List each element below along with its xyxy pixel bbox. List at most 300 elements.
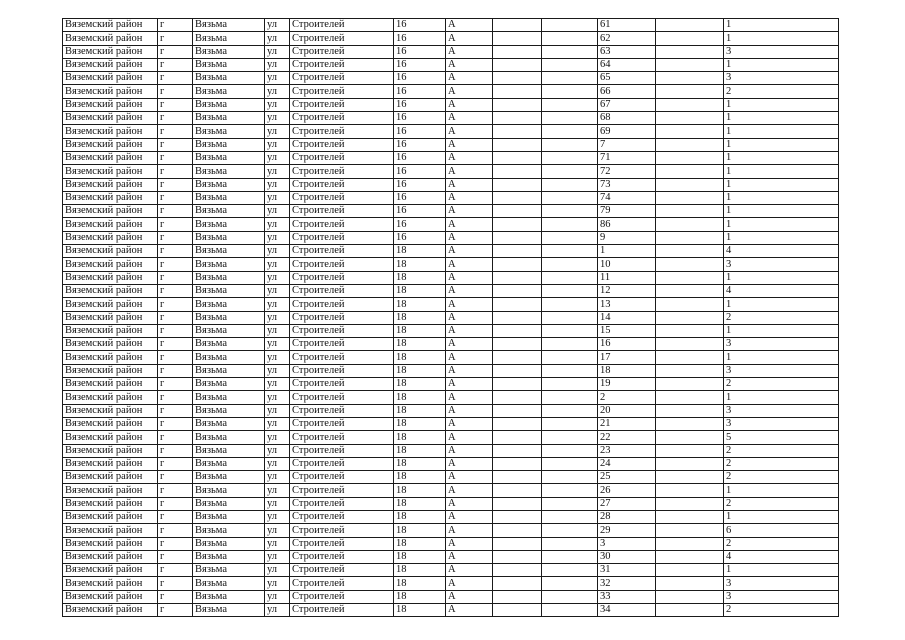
table-row: [63, 284, 839, 297]
cell-street-type: ул: [265, 218, 290, 231]
cell-house: 18: [394, 497, 446, 510]
cell-apartment: 22: [598, 431, 656, 444]
cell-district: Вяземский район: [63, 378, 158, 391]
cell-count: 1: [724, 125, 839, 138]
cell-house: 16: [394, 178, 446, 191]
cell-house: 18: [394, 457, 446, 470]
cell-col-11: [656, 417, 724, 430]
cell-city: Вязьма: [193, 351, 265, 364]
cell-house: 18: [394, 417, 446, 430]
cell-settlement-type: г: [158, 351, 193, 364]
cell-count: 3: [724, 72, 839, 85]
cell-street-type: ул: [265, 258, 290, 271]
cell-apartment: 28: [598, 510, 656, 523]
cell-apartment: 31: [598, 564, 656, 577]
cell-district: Вяземский район: [63, 231, 158, 244]
table-row: [63, 231, 839, 244]
cell-col-11: [656, 271, 724, 284]
cell-house: 18: [394, 311, 446, 324]
cell-count: 1: [724, 218, 839, 231]
table-row: [63, 577, 839, 590]
cell-col-9: [542, 125, 598, 138]
cell-col-9: [542, 351, 598, 364]
cell-building: А: [446, 298, 493, 311]
cell-city: Вязьма: [193, 471, 265, 484]
cell-col-9: [542, 391, 598, 404]
cell-district: Вяземский район: [63, 497, 158, 510]
cell-district: Вяземский район: [63, 404, 158, 417]
cell-col-8: [493, 404, 542, 417]
cell-district: Вяземский район: [63, 85, 158, 98]
cell-city: Вязьма: [193, 391, 265, 404]
cell-street-type: ул: [265, 205, 290, 218]
cell-count: 3: [724, 338, 839, 351]
cell-count: 6: [724, 524, 839, 537]
cell-district: Вяземский район: [63, 311, 158, 324]
cell-col-9: [542, 338, 598, 351]
cell-col-11: [656, 404, 724, 417]
cell-col-11: [656, 72, 724, 85]
cell-city: Вязьма: [193, 417, 265, 430]
cell-col-9: [542, 510, 598, 523]
cell-count: 1: [724, 165, 839, 178]
cell-apartment: 74: [598, 191, 656, 204]
cell-settlement-type: г: [158, 32, 193, 45]
cell-col-11: [656, 444, 724, 457]
cell-city: Вязьма: [193, 537, 265, 550]
cell-col-8: [493, 271, 542, 284]
cell-street-type: ул: [265, 484, 290, 497]
cell-street: Строителей: [290, 178, 394, 191]
cell-col-8: [493, 298, 542, 311]
cell-count: 1: [724, 510, 839, 523]
cell-building: А: [446, 604, 493, 617]
cell-district: Вяземский район: [63, 457, 158, 470]
cell-street: Строителей: [290, 112, 394, 125]
cell-col-11: [656, 577, 724, 590]
cell-building: А: [446, 537, 493, 550]
table-row: [63, 19, 839, 32]
cell-city: Вязьма: [193, 284, 265, 297]
cell-col-11: [656, 471, 724, 484]
cell-district: Вяземский район: [63, 19, 158, 32]
cell-col-8: [493, 550, 542, 563]
cell-building: А: [446, 577, 493, 590]
cell-col-8: [493, 218, 542, 231]
cell-house: 18: [394, 604, 446, 617]
cell-col-9: [542, 298, 598, 311]
cell-apartment: 26: [598, 484, 656, 497]
cell-count: 4: [724, 245, 839, 258]
cell-settlement-type: г: [158, 537, 193, 550]
cell-street-type: ул: [265, 125, 290, 138]
cell-house: 18: [394, 271, 446, 284]
cell-apartment: 16: [598, 338, 656, 351]
cell-building: А: [446, 311, 493, 324]
cell-col-8: [493, 484, 542, 497]
cell-count: 1: [724, 112, 839, 125]
cell-building: А: [446, 72, 493, 85]
cell-city: Вязьма: [193, 19, 265, 32]
table-row: [63, 98, 839, 111]
cell-house: 16: [394, 191, 446, 204]
cell-house: 16: [394, 58, 446, 71]
cell-building: А: [446, 271, 493, 284]
cell-col-9: [542, 19, 598, 32]
cell-street: Строителей: [290, 590, 394, 603]
cell-col-11: [656, 151, 724, 164]
cell-settlement-type: г: [158, 431, 193, 444]
cell-col-11: [656, 364, 724, 377]
cell-col-11: [656, 165, 724, 178]
cell-street: Строителей: [290, 231, 394, 244]
cell-district: Вяземский район: [63, 178, 158, 191]
cell-count: 1: [724, 484, 839, 497]
cell-col-8: [493, 577, 542, 590]
cell-street-type: ул: [265, 577, 290, 590]
cell-col-11: [656, 98, 724, 111]
cell-settlement-type: г: [158, 218, 193, 231]
cell-count: 1: [724, 298, 839, 311]
cell-building: А: [446, 564, 493, 577]
cell-city: Вязьма: [193, 125, 265, 138]
table-row: [63, 45, 839, 58]
cell-district: Вяземский район: [63, 138, 158, 151]
cell-city: Вязьма: [193, 338, 265, 351]
cell-col-9: [542, 218, 598, 231]
table-row: [63, 245, 839, 258]
cell-apartment: 10: [598, 258, 656, 271]
cell-col-11: [656, 604, 724, 617]
cell-house: 18: [394, 564, 446, 577]
cell-district: Вяземский район: [63, 484, 158, 497]
table-row: [63, 564, 839, 577]
cell-count: 2: [724, 311, 839, 324]
cell-col-9: [542, 138, 598, 151]
cell-settlement-type: г: [158, 311, 193, 324]
cell-district: Вяземский район: [63, 391, 158, 404]
cell-house: 18: [394, 378, 446, 391]
cell-settlement-type: г: [158, 165, 193, 178]
table-row: [63, 165, 839, 178]
cell-col-11: [656, 32, 724, 45]
cell-apartment: 9: [598, 231, 656, 244]
table-row: [63, 404, 839, 417]
cell-house: 18: [394, 324, 446, 337]
cell-district: Вяземский район: [63, 537, 158, 550]
cell-district: Вяземский район: [63, 604, 158, 617]
cell-apartment: 62: [598, 32, 656, 45]
cell-col-8: [493, 32, 542, 45]
cell-street-type: ул: [265, 324, 290, 337]
table-row: [63, 510, 839, 523]
cell-count: 3: [724, 364, 839, 377]
cell-col-9: [542, 378, 598, 391]
cell-house: 18: [394, 284, 446, 297]
cell-settlement-type: г: [158, 417, 193, 430]
cell-district: Вяземский район: [63, 205, 158, 218]
cell-house: 16: [394, 138, 446, 151]
cell-street-type: ул: [265, 19, 290, 32]
cell-col-8: [493, 364, 542, 377]
table-row: [63, 112, 839, 125]
table-row: [63, 191, 839, 204]
cell-street-type: ул: [265, 590, 290, 603]
cell-district: Вяземский район: [63, 338, 158, 351]
cell-col-9: [542, 524, 598, 537]
cell-col-9: [542, 258, 598, 271]
cell-col-11: [656, 324, 724, 337]
cell-building: А: [446, 324, 493, 337]
cell-apartment: 67: [598, 98, 656, 111]
cell-district: Вяземский район: [63, 524, 158, 537]
cell-col-11: [656, 550, 724, 563]
cell-count: 2: [724, 604, 839, 617]
cell-settlement-type: г: [158, 138, 193, 151]
cell-apartment: 13: [598, 298, 656, 311]
cell-street: Строителей: [290, 444, 394, 457]
cell-street-type: ул: [265, 85, 290, 98]
cell-col-9: [542, 324, 598, 337]
cell-settlement-type: г: [158, 564, 193, 577]
cell-city: Вязьма: [193, 191, 265, 204]
cell-count: 1: [724, 564, 839, 577]
cell-street-type: ул: [265, 58, 290, 71]
cell-street-type: ул: [265, 404, 290, 417]
cell-settlement-type: г: [158, 391, 193, 404]
cell-col-11: [656, 311, 724, 324]
cell-settlement-type: г: [158, 298, 193, 311]
cell-col-8: [493, 510, 542, 523]
table-row: [63, 258, 839, 271]
cell-city: Вязьма: [193, 258, 265, 271]
cell-building: А: [446, 444, 493, 457]
cell-col-8: [493, 417, 542, 430]
cell-col-9: [542, 98, 598, 111]
cell-street: Строителей: [290, 45, 394, 58]
cell-col-11: [656, 284, 724, 297]
cell-street-type: ул: [265, 431, 290, 444]
cell-street: Строителей: [290, 484, 394, 497]
cell-city: Вязьма: [193, 510, 265, 523]
cell-district: Вяземский район: [63, 444, 158, 457]
cell-street-type: ул: [265, 298, 290, 311]
cell-col-11: [656, 524, 724, 537]
cell-city: Вязьма: [193, 564, 265, 577]
cell-col-11: [656, 378, 724, 391]
cell-city: Вязьма: [193, 138, 265, 151]
cell-col-9: [542, 404, 598, 417]
table-row: [63, 32, 839, 45]
cell-col-9: [542, 271, 598, 284]
cell-col-8: [493, 85, 542, 98]
cell-col-8: [493, 72, 542, 85]
cell-district: Вяземский район: [63, 271, 158, 284]
cell-count: 4: [724, 550, 839, 563]
cell-building: А: [446, 497, 493, 510]
cell-house: 18: [394, 404, 446, 417]
cell-apartment: 15: [598, 324, 656, 337]
cell-col-9: [542, 590, 598, 603]
table-row: [63, 417, 839, 430]
cell-col-9: [542, 151, 598, 164]
table-row: [63, 271, 839, 284]
table-row: [63, 590, 839, 603]
cell-col-8: [493, 378, 542, 391]
cell-street: Строителей: [290, 298, 394, 311]
cell-district: Вяземский район: [63, 577, 158, 590]
cell-settlement-type: г: [158, 245, 193, 258]
cell-count: 1: [724, 151, 839, 164]
cell-settlement-type: г: [158, 178, 193, 191]
cell-col-11: [656, 19, 724, 32]
cell-house: 18: [394, 577, 446, 590]
cell-settlement-type: г: [158, 524, 193, 537]
table-row: [63, 444, 839, 457]
cell-col-9: [542, 577, 598, 590]
cell-district: Вяземский район: [63, 191, 158, 204]
cell-col-8: [493, 165, 542, 178]
cell-col-9: [542, 45, 598, 58]
table-row: [63, 58, 839, 71]
cell-col-9: [542, 417, 598, 430]
cell-building: А: [446, 245, 493, 258]
table-row: [63, 484, 839, 497]
cell-district: Вяземский район: [63, 32, 158, 45]
cell-street-type: ул: [265, 391, 290, 404]
cell-house: 16: [394, 165, 446, 178]
cell-apartment: 69: [598, 125, 656, 138]
cell-count: 1: [724, 32, 839, 45]
cell-house: 16: [394, 151, 446, 164]
cell-building: А: [446, 45, 493, 58]
cell-house: 16: [394, 85, 446, 98]
cell-count: 1: [724, 205, 839, 218]
cell-col-11: [656, 231, 724, 244]
cell-city: Вязьма: [193, 590, 265, 603]
table-row: [63, 218, 839, 231]
cell-count: 1: [724, 231, 839, 244]
cell-apartment: 72: [598, 165, 656, 178]
cell-settlement-type: г: [158, 324, 193, 337]
cell-col-9: [542, 484, 598, 497]
cell-apartment: 19: [598, 378, 656, 391]
cell-district: Вяземский район: [63, 298, 158, 311]
cell-col-9: [542, 457, 598, 470]
cell-city: Вязьма: [193, 151, 265, 164]
cell-apartment: 29: [598, 524, 656, 537]
cell-city: Вязьма: [193, 45, 265, 58]
cell-house: 18: [394, 431, 446, 444]
cell-col-11: [656, 58, 724, 71]
cell-settlement-type: г: [158, 604, 193, 617]
cell-col-8: [493, 98, 542, 111]
table-row: [63, 457, 839, 470]
cell-col-9: [542, 231, 598, 244]
cell-street-type: ул: [265, 112, 290, 125]
cell-house: 16: [394, 218, 446, 231]
table-row: [63, 378, 839, 391]
cell-apartment: 61: [598, 19, 656, 32]
cell-building: А: [446, 378, 493, 391]
cell-col-8: [493, 351, 542, 364]
cell-street-type: ул: [265, 524, 290, 537]
cell-district: Вяземский район: [63, 245, 158, 258]
cell-street-type: ул: [265, 284, 290, 297]
cell-building: А: [446, 351, 493, 364]
cell-col-8: [493, 324, 542, 337]
cell-street-type: ул: [265, 457, 290, 470]
cell-col-11: [656, 431, 724, 444]
cell-settlement-type: г: [158, 404, 193, 417]
address-table: [62, 18, 839, 617]
cell-district: Вяземский район: [63, 125, 158, 138]
cell-col-8: [493, 284, 542, 297]
cell-settlement-type: г: [158, 112, 193, 125]
cell-city: Вязьма: [193, 165, 265, 178]
cell-col-11: [656, 510, 724, 523]
cell-count: 1: [724, 391, 839, 404]
table-row: [63, 364, 839, 377]
cell-street: Строителей: [290, 457, 394, 470]
cell-street: Строителей: [290, 138, 394, 151]
cell-count: 3: [724, 45, 839, 58]
table-row: [63, 324, 839, 337]
cell-col-8: [493, 311, 542, 324]
cell-count: 3: [724, 417, 839, 430]
cell-apartment: 65: [598, 72, 656, 85]
table-row: [63, 391, 839, 404]
cell-col-8: [493, 537, 542, 550]
cell-city: Вязьма: [193, 550, 265, 563]
cell-col-8: [493, 231, 542, 244]
cell-apartment: 86: [598, 218, 656, 231]
cell-count: 1: [724, 19, 839, 32]
cell-col-8: [493, 564, 542, 577]
cell-house: 18: [394, 351, 446, 364]
cell-settlement-type: г: [158, 510, 193, 523]
cell-col-8: [493, 112, 542, 125]
cell-street: Строителей: [290, 284, 394, 297]
cell-house: 16: [394, 125, 446, 138]
cell-col-8: [493, 19, 542, 32]
cell-street-type: ул: [265, 98, 290, 111]
cell-street: Строителей: [290, 245, 394, 258]
cell-count: 3: [724, 404, 839, 417]
cell-district: Вяземский район: [63, 258, 158, 271]
cell-building: А: [446, 32, 493, 45]
cell-district: Вяземский район: [63, 351, 158, 364]
cell-house: 18: [394, 590, 446, 603]
cell-count: 1: [724, 178, 839, 191]
cell-street-type: ул: [265, 497, 290, 510]
cell-house: 18: [394, 364, 446, 377]
table-row: [63, 138, 839, 151]
cell-street-type: ул: [265, 378, 290, 391]
cell-city: Вязьма: [193, 431, 265, 444]
cell-apartment: 20: [598, 404, 656, 417]
cell-street: Строителей: [290, 324, 394, 337]
cell-city: Вязьма: [193, 604, 265, 617]
cell-apartment: 34: [598, 604, 656, 617]
cell-city: Вязьма: [193, 178, 265, 191]
cell-col-9: [542, 112, 598, 125]
cell-city: Вязьма: [193, 205, 265, 218]
cell-street-type: ул: [265, 245, 290, 258]
cell-street: Строителей: [290, 191, 394, 204]
cell-col-8: [493, 590, 542, 603]
cell-apartment: 21: [598, 417, 656, 430]
